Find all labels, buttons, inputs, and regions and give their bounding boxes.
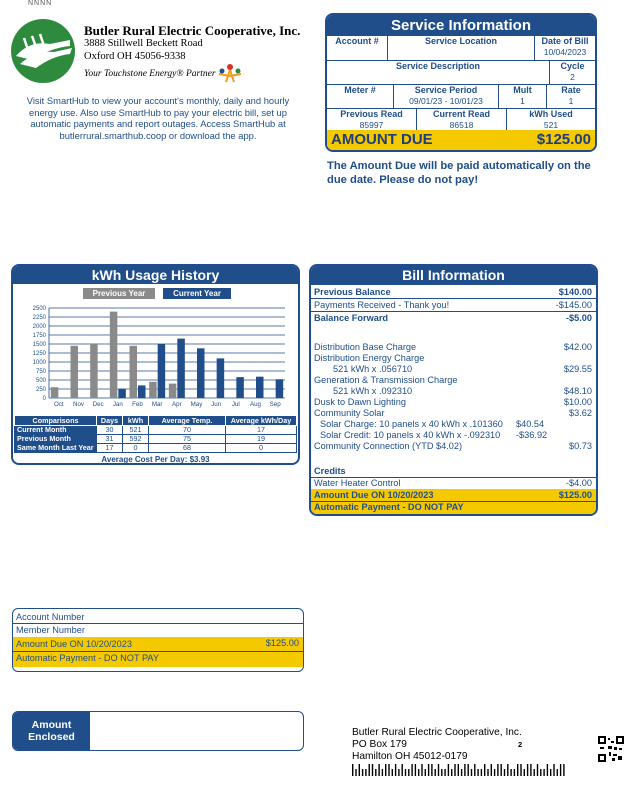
bill-autopay-label: Automatic Payment - DO NOT PAY (314, 502, 464, 512)
solar-charge-value: $40.54 (516, 419, 545, 429)
barcode-bar (497, 764, 498, 776)
coop-address-line1: 3888 Stillwell Beckett Road (84, 38, 203, 49)
kwh-used-value: 521 (543, 120, 559, 130)
cycle-value: 2 (570, 72, 575, 82)
kwh-used-cell (506, 109, 595, 130)
table-row (15, 444, 297, 453)
barcode-bar (359, 764, 360, 776)
previous-balance-value: $140.00 (558, 287, 592, 297)
barcode-bar (481, 769, 482, 776)
coop-name: Butler Rural Electric Cooperative, Inc. (84, 23, 301, 38)
comparison-cell: 68 (149, 444, 226, 453)
barcode-bar (369, 764, 370, 776)
barcode-bar (398, 769, 399, 776)
bar-previous-year (51, 387, 59, 398)
community-solar-value: $3.62 (569, 408, 592, 418)
barcode-bar (395, 764, 396, 776)
barcode-bar (557, 769, 558, 776)
amount-due-value: $125.00 (536, 131, 591, 148)
barcode-bar (385, 764, 386, 776)
kwh-used-label: kWh Used (529, 109, 573, 119)
barcode-bar (375, 769, 376, 776)
comparison-cell: 30 (97, 426, 123, 435)
stub-amount-due-bar (13, 637, 303, 667)
barcode-bar (444, 769, 445, 776)
rate-cell (546, 85, 595, 108)
barcode-bar (355, 769, 356, 776)
qr-code-icon (598, 736, 624, 762)
barcode-bar (491, 764, 492, 776)
barcode-bar (372, 764, 373, 776)
barcode-bar (543, 769, 544, 776)
bar-current-year (256, 377, 264, 398)
service-row-account (327, 36, 595, 60)
smarthub-note: Visit SmartHub to view your account's monthly, daily and hourly energy use. Also use SmartHub to pay your electric bill, set up automatic payments and report outages. Access SmartHub at butlerrural.smarthub.coop or download the app. (26, 95, 290, 141)
balance-forward-label: Balance Forward (314, 313, 389, 323)
y-tick-label: 500 (35, 378, 46, 385)
community-solar-label: Community Solar (314, 408, 385, 418)
bar-current-year (177, 339, 185, 398)
stub-due-value: $125.00 (265, 638, 299, 648)
date-cell (534, 36, 595, 60)
description-cell (327, 61, 549, 84)
autopay-note: The Amount Due will be paid automatically on the due date. Please do not pay! (327, 160, 591, 186)
comparison-cell: 31 (97, 435, 123, 444)
bar-previous-year (149, 382, 157, 398)
previous-balance-label: Previous Balance (314, 287, 391, 297)
barcode-bar (411, 764, 412, 776)
comparison-cell: 592 (123, 435, 149, 444)
gen-trans-label: Generation & Transmission Charge (314, 375, 458, 385)
barcode-bar (461, 769, 462, 776)
comparison-header: Days (97, 416, 123, 426)
dusk-to-dawn-value: $10.00 (563, 397, 592, 407)
x-tick-label: Apr (172, 401, 182, 408)
amount-enclosed-label-line2: Enclosed (28, 731, 75, 743)
bar-current-year (197, 348, 205, 398)
barcode-bar (484, 764, 485, 776)
barcode-bar (425, 769, 426, 776)
cur-read-label: Current Read (432, 109, 490, 119)
service-row-description (327, 60, 595, 84)
prev-read-cell (327, 109, 416, 130)
barcode-bar (507, 764, 508, 776)
bill-amount-due-bar (311, 489, 596, 514)
location-label: Service Location (424, 36, 498, 46)
service-row-reads (327, 108, 595, 130)
payments-value: -$145.00 (555, 300, 592, 310)
mult-label: Mult (513, 85, 532, 95)
barcode-bar (547, 764, 548, 776)
y-tick-label: 2250 (32, 315, 46, 322)
y-tick-label: 2500 (32, 306, 46, 313)
distribution-energy-label: Distribution Energy Charge (314, 353, 425, 363)
barcode-bar (352, 764, 353, 776)
period-value: 09/01/23 - 10/01/23 (409, 96, 483, 106)
payments-label: Payments Received - Thank you! (314, 300, 450, 310)
barcode-bar (428, 764, 429, 776)
divider (311, 298, 596, 299)
comparison-row-label: Same Month Last Year (15, 444, 97, 453)
barcode-bar (392, 769, 393, 776)
comparison-cell: 17 (226, 426, 297, 435)
stub-member-label: Member Number (16, 625, 85, 635)
location-cell (387, 36, 534, 60)
gen-trans-value: $48.10 (563, 386, 592, 396)
x-tick-label: Jul (231, 401, 240, 408)
distribution-energy-value: $29.55 (563, 364, 592, 374)
barcode-bar (402, 764, 403, 776)
barcode-bar (474, 764, 475, 776)
community-connection-label: Community Connection (YTD $4.02) (314, 441, 463, 451)
bar-current-year (138, 385, 146, 398)
barcode-bar (378, 764, 379, 776)
meter-label: Meter # (344, 85, 376, 95)
barcode-bar (534, 769, 535, 776)
y-tick-label: 250 (35, 387, 46, 394)
date-value: 10/04/2023 (543, 47, 587, 57)
period-cell (393, 85, 498, 108)
barcode-bar (388, 764, 389, 776)
comparison-cell: 521 (123, 426, 149, 435)
y-tick-label: 1250 (32, 351, 46, 358)
comparison-cell: 70 (149, 426, 226, 435)
amount-due-bar (327, 130, 595, 150)
account-cell (327, 36, 387, 60)
description-label: Service Description (395, 61, 481, 71)
stub-autopay-label: Automatic Payment - DO NOT PAY (16, 653, 159, 663)
comparison-header: kWh (123, 416, 149, 426)
x-tick-label: Feb (132, 401, 143, 408)
meter-cell (327, 85, 393, 108)
stub-due-label: Amount Due ON 10/20/2023 (16, 639, 132, 649)
rate-value: 1 (568, 96, 574, 106)
comparison-header: Comparisons (15, 416, 97, 426)
average-cost-per-day: Average Cost Per Day: $3.93 (101, 455, 210, 464)
barcode-bar (441, 769, 442, 776)
barcode-bar (448, 764, 449, 776)
water-heater-label: Water Heater Control (314, 478, 401, 488)
date-label: Date of Bill (541, 36, 589, 46)
barcode-bar (487, 769, 488, 776)
barcode-bar (514, 769, 515, 776)
comparison-table (14, 415, 297, 453)
comparison-header: Average Temp. (149, 416, 226, 426)
remit-address (352, 727, 522, 763)
comparison-header: Average kWh/Day (226, 416, 297, 426)
barcode-bar (451, 769, 452, 776)
payment-stub (12, 608, 304, 672)
cycle-cell (549, 61, 595, 84)
amount-enclosed-box (12, 711, 304, 751)
barcode-bar (418, 769, 419, 776)
barcode-bar (468, 764, 469, 776)
usage-history-title: kWh Usage History (13, 266, 298, 284)
service-information-title: Service Information (327, 15, 595, 36)
comparison-cell: 0 (123, 444, 149, 453)
barcode-bar (520, 764, 521, 776)
barcode-bar (530, 764, 531, 776)
barcode-bar (408, 769, 409, 776)
barcode-bar (454, 764, 455, 776)
comparison-row-label: Current Month (15, 426, 97, 435)
service-row-meter (327, 84, 595, 108)
distribution-base-label: Distribution Base Charge (314, 342, 417, 352)
community-connection-value: $0.73 (569, 441, 592, 451)
stub-account-label: Account Number (16, 612, 85, 622)
barcode-bar (510, 769, 511, 776)
barcode-bar (540, 769, 541, 776)
comparison-row-label: Previous Month (15, 435, 97, 444)
bill-information-box (309, 264, 598, 516)
bar-previous-year (110, 312, 118, 398)
barcode-bar (504, 769, 505, 776)
remit-name: Butler Rural Electric Cooperative, Inc. (352, 727, 522, 738)
barcode-bar (537, 764, 538, 776)
x-tick-label: Jun (211, 401, 222, 408)
remit-city: Hamilton OH 45012-0179 (352, 751, 468, 762)
usage-bar-chart (13, 302, 298, 414)
bill-information-title: Bill Information (311, 266, 596, 285)
y-tick-label: 750 (35, 369, 46, 376)
barcode-bar (550, 769, 551, 776)
solar-charge-label: Solar Charge: 10 panels x 40 kWh x .101360 (320, 419, 503, 429)
gen-trans-detail: 521 kWh x .092310 (333, 386, 413, 396)
comparison-cell: 19 (226, 435, 297, 444)
x-tick-label: Mar (151, 401, 163, 408)
mult-cell (498, 85, 546, 108)
y-tick-label: 0 (42, 396, 46, 403)
cycle-label: Cycle (560, 61, 585, 71)
barcode-bar (517, 764, 518, 776)
x-tick-label: Sep (269, 401, 281, 408)
bar-current-year (158, 344, 166, 398)
cur-read-value: 86518 (449, 120, 474, 130)
bar-previous-year (130, 346, 138, 398)
y-tick-label: 2000 (32, 324, 46, 331)
barcode-bar (421, 764, 422, 776)
mult-value: 1 (520, 96, 525, 106)
coop-address-line2: Oxford OH 45056-9338 (84, 51, 186, 62)
usage-history-box (11, 264, 300, 465)
barcode-bar (494, 769, 495, 776)
y-tick-label: 1750 (32, 333, 46, 340)
amount-enclosed-label-line1: Amount (31, 719, 72, 731)
barcode-bar (527, 764, 528, 776)
period-label: Service Period (414, 85, 478, 95)
cur-read-cell (416, 109, 506, 130)
barcode-bar (405, 769, 406, 776)
account-label: Account # (335, 36, 379, 46)
barcode-bar (471, 769, 472, 776)
bar-previous-year (90, 344, 98, 398)
barcode-bar (524, 769, 525, 776)
x-tick-label: Jan (112, 401, 123, 408)
solar-credit-value: -$36.92 (516, 430, 548, 440)
bar-current-year (276, 379, 284, 398)
rate-label: Rate (561, 85, 581, 95)
barcode-bar (563, 764, 564, 776)
bar-current-year (236, 377, 244, 398)
prev-read-label: Previous Read (340, 109, 403, 119)
touchstone-partner-text: Your Touchstone Energy® Partner (84, 69, 216, 79)
comparison-header-row (15, 416, 297, 426)
barcode-bar (435, 769, 436, 776)
amount-enclosed-input[interactable] (90, 712, 303, 750)
bar-previous-year (169, 384, 177, 398)
y-tick-label: 1000 (32, 360, 46, 367)
barcode-bar (365, 769, 366, 776)
bar-previous-year (71, 346, 79, 398)
amount-enclosed-label (13, 712, 90, 750)
remit-code: 2 (518, 740, 523, 749)
dusk-to-dawn-label: Dusk to Dawn Lighting (314, 397, 406, 407)
distribution-base-value: $42.00 (563, 342, 592, 352)
comparison-cell: 0 (226, 444, 297, 453)
y-tick-label: 1500 (32, 342, 46, 349)
balance-forward-value: -$5.00 (565, 313, 592, 323)
bar-current-year (217, 358, 225, 398)
postal-barcode-icon (352, 764, 572, 776)
prev-read-value: 85997 (359, 120, 384, 130)
barcode-bar (501, 764, 502, 776)
barcode-bar (438, 764, 439, 776)
comparison-cell: 75 (149, 435, 226, 444)
barcode-bar (477, 769, 478, 776)
legend-current-year: Current Year (163, 288, 231, 299)
divider (311, 311, 596, 312)
legend-previous-year: Previous Year (83, 288, 155, 299)
barcode-bar (362, 769, 363, 776)
solar-credit-label: Solar Credit: 10 panels x 40 kWh x -.092310 (320, 430, 501, 440)
x-tick-label: Aug (249, 401, 262, 408)
barcode-bar (458, 764, 459, 776)
barcode-bar (553, 764, 554, 776)
service-information-box (325, 13, 597, 152)
distribution-energy-detail: 521 kWh x .056710 (333, 364, 413, 374)
credits-label: Credits (314, 466, 346, 476)
bill-due-value: $125.00 (558, 490, 592, 500)
touchstone-energy-icon (216, 63, 244, 83)
comparison-cell: 17 (97, 444, 123, 453)
bill-due-label: Amount Due ON 10/20/2023 (314, 490, 434, 500)
coop-logo-icon (10, 18, 76, 84)
barcode-bar (560, 764, 561, 776)
barcode-bar (415, 764, 416, 776)
top-code: NNNN (28, 0, 53, 7)
barcode-bar (382, 769, 383, 776)
remit-pobox: PO Box 179 (352, 739, 407, 750)
x-tick-label: Oct (54, 401, 64, 408)
x-tick-label: May (190, 401, 203, 408)
water-heater-value: -$4.00 (565, 478, 592, 488)
barcode-bar (431, 764, 432, 776)
x-tick-label: Dec (92, 401, 104, 408)
bar-current-year (118, 389, 126, 398)
barcode-bar (464, 764, 465, 776)
amount-due-label: AMOUNT DUE (331, 131, 433, 148)
x-tick-label: Nov (72, 401, 85, 408)
